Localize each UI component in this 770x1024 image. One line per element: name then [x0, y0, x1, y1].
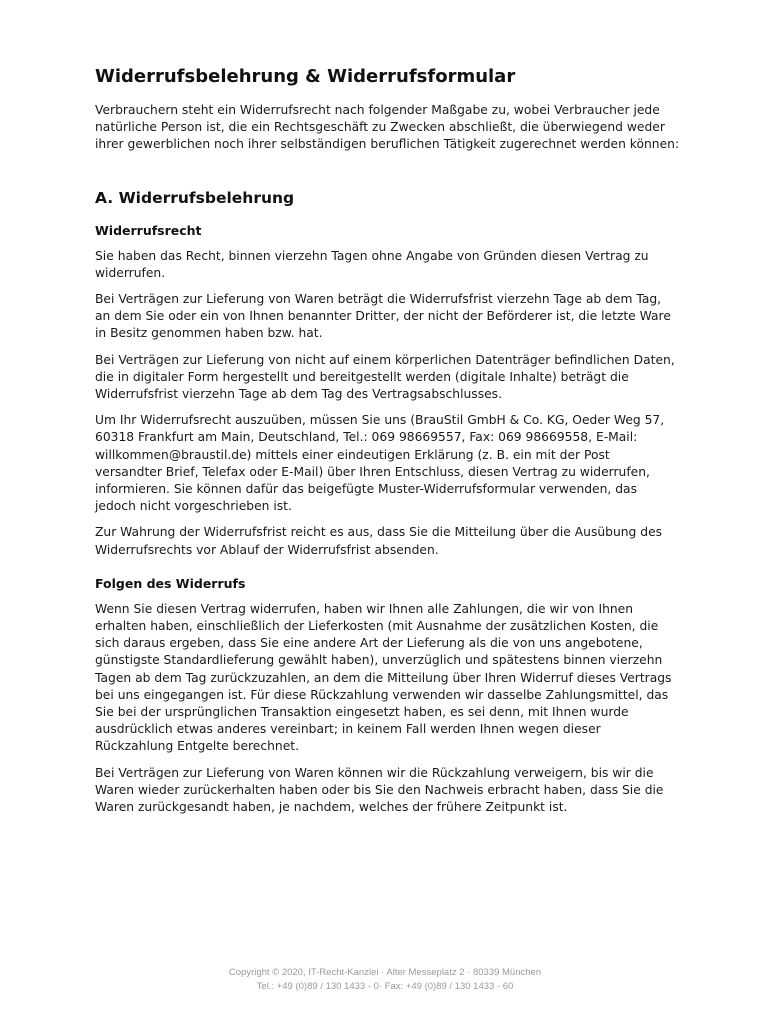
document-page: [95, 60, 680, 825]
widerrufsrecht-paragraph: Zur Wahrung der Widerrufsfrist reicht es aus, dass Sie die Mitteilung über die Ausübung des Widerrufsrechts vor Ablauf der Widerrufsfrist absenden.: [95, 525, 663, 557]
widerrufsrecht-heading: Widerrufsrecht: [95, 222, 202, 238]
widerrufsrecht-paragraph: Bei Verträgen zur Lieferung von Waren beträgt die Widerrufsfrist vierzehn Tage ab dem Tag, an dem Sie oder ein von Ihnen benannter Dritter, der nicht der Beförderer ist, die letzte Ware in Besitz genommen haben bzw. hat.: [95, 292, 671, 341]
widerrufsrecht-paragraph: Bei Verträgen zur Lieferung von nicht auf einem körperlichen Datenträger befindlichen Daten, die in digitaler Form hergestellt und bereitgestellt werden (digitale Inhalte) beträgt die Widerrufsfrist vierzehn Tage ab dem Tag des Vertragsabschlusses.: [95, 352, 675, 402]
folgen-heading: Folgen des Widerrufs: [95, 575, 246, 591]
widerrufsrecht-paragraph: Sie haben das Recht, binnen vierzehn Tagen ohne Angabe von Gründen diesen Vertrag zu widerrufen.: [95, 248, 649, 280]
footer-contact-line: Tel.: +49 (0)89 / 130 1433 - 0· Fax: +49 (0)89 / 130 1433 - 60: [256, 981, 514, 992]
folgen-paragraph: Wenn Sie diesen Vertrag widerrufen, haben wir Ihnen alle Zahlungen, die wir von Ihnen erhalten haben, einschließlich der Lieferkosten (mit Ausnahme der zusätzlichen Kosten, die sich daraus ergeben, dass Sie eine andere Art der Lieferung als die von uns angebotene, günstigste Standardlieferung gewählt haben), unverzüglich und spätestens binnen vierzehn Tagen ab dem Tag zurückzuzahlen, an dem die Mitteilung über Ihren Widerruf dieses Vertrags bei uns eingegangen ist. Für diese Rückzahlung verwenden wir dasselbe Zahlungsmittel, das Sie bei der ursprünglichen Transaktion eingesetzt haben, es sei denn, mit Ihnen wurde ausdrücklich etwas anderes vereinbart; in keinem Fall werden Ihnen wegen dieser Rückzahlung Entgelte berechnet.: [95, 601, 672, 754]
intro-paragraph: Verbrauchern steht ein Widerrufsrecht nach folgender Maßgabe zu, wobei Verbraucher jede natürliche Person ist, die ein Rechtsgeschäft zu Zwecken abschließt, die überwiegend weder ihrer gewerblichen noch ihrer selbständigen beruflichen Tätigkeit zugerechnet werden können:: [95, 103, 680, 152]
document-title: Widerrufsbelehrung & Widerrufsformular: [95, 66, 516, 87]
footer-copyright-line: Copyright © 2020, IT-Recht-Kanzlei · Alter Messeplatz 2 · 80339 München: [228, 967, 542, 978]
widerrufsrecht-paragraph: Um Ihr Widerrufsrecht auszuüben, müssen Sie uns (BrauStil GmbH & Co. KG, Oeder Weg 57, 60318 Frankfurt am Main, Deutschland, Tel.: 069 98669557, Fax: 069 98669558, E-Mail: willkommen@braustil.de) mittels einer eindeutigen Erklärung (z. B. ein mit der Post versandter Brief, Telefax oder E-Mail) über Ihren Entschluss, diesen Vertrag zu widerrufen, informieren. Sie können dafür das beigefügte Muster-Widerrufsformular verwenden, das jedoch nicht vorgeschrieben ist.: [95, 413, 665, 514]
section-a-heading: A. Widerrufsbelehrung: [95, 188, 295, 207]
folgen-paragraph: Bei Verträgen zur Lieferung von Waren können wir die Rückzahlung verweigern, bis wir die Waren wieder zurückerhalten haben oder bis Sie den Nachweis erbracht haben, dass Sie die Waren zurückgesandt haben, je nachdem, welches der frühere Zeitpunkt ist.: [95, 765, 664, 815]
page-footer: [0, 966, 770, 994]
